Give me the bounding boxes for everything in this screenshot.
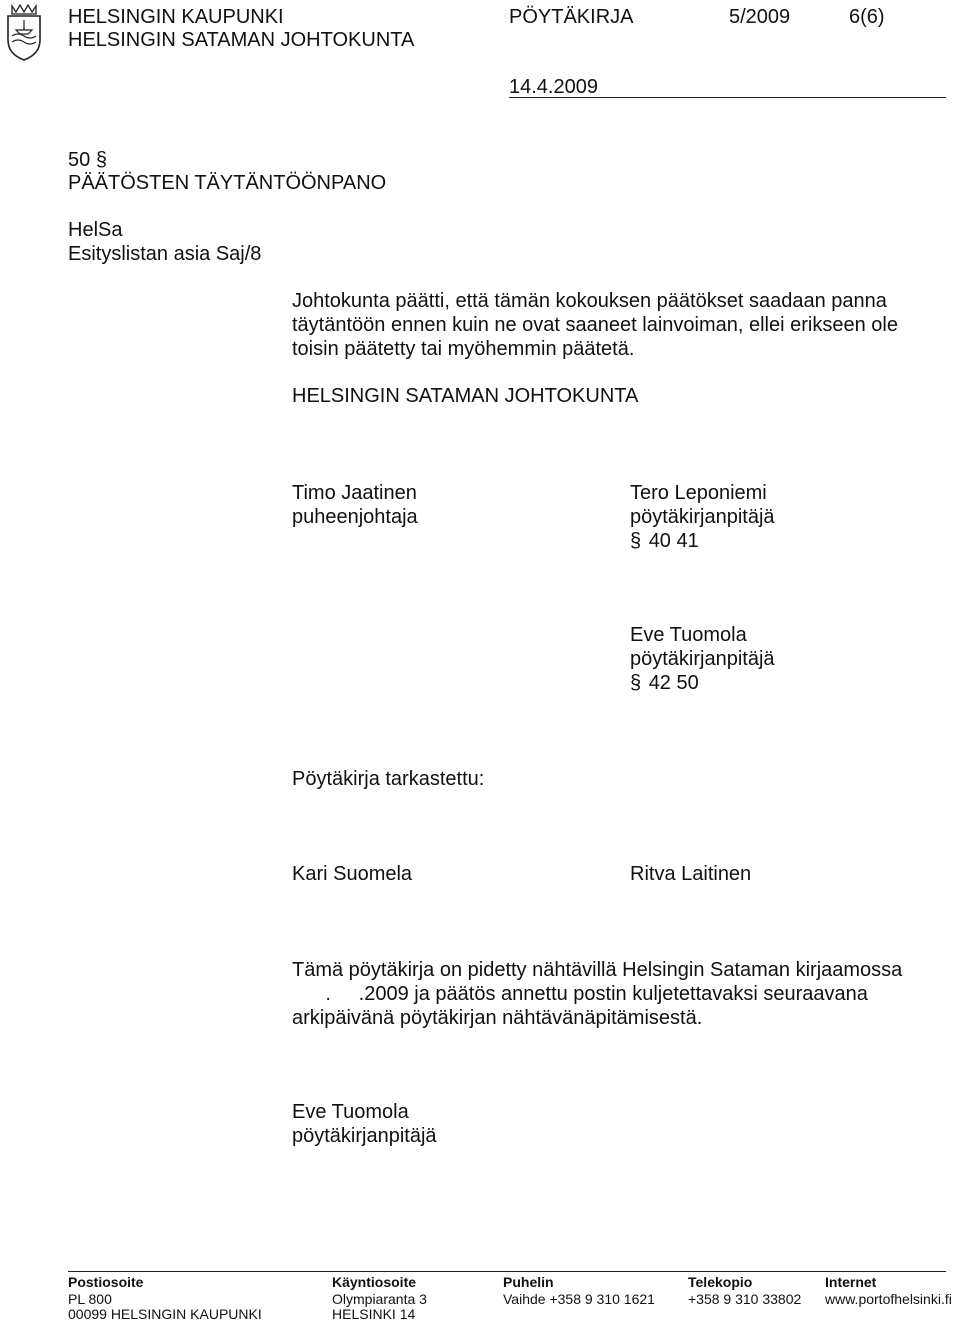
header-rule — [509, 97, 946, 98]
board-name: HELSINGIN SATAMAN JOHTOKUNTA — [68, 29, 415, 51]
chair-name: Timo Jaatinen — [292, 482, 417, 504]
page-number: 6(6) — [849, 6, 885, 28]
footer-visit-line2: HELSINKI 14 — [332, 1306, 416, 1322]
document-number: 5/2009 — [729, 6, 791, 28]
notice-line-3: arkipäivänä pöytäkirjan nähtävänäpitämisestä. — [292, 1007, 703, 1029]
org-name: HELSINGIN KAUPUNKI — [68, 6, 284, 28]
decision-line-1: Johtokunta päätti, että tämän kokouksen päätökset saadaan panna — [292, 290, 887, 312]
review-label: Pöytäkirja tarkastettu: — [292, 768, 485, 790]
agenda-reference: Esityslistan asia Saj/8 — [68, 243, 262, 265]
section-sign: § — [630, 672, 642, 694]
footer-phone-line1: Vaihde +358 9 310 1621 — [503, 1291, 655, 1307]
footer-postal-line1: PL 800 — [68, 1291, 112, 1307]
secretary1-name: Tero Leponiemi — [630, 482, 767, 504]
footer-visit-label: Käyntiosoite — [332, 1274, 417, 1290]
section-title: PÄÄTÖSTEN TÄYTÄNTÖÖNPANO — [68, 172, 387, 194]
secretary1-role: pöytäkirjanpitäjä — [630, 506, 775, 528]
footer-web-link[interactable]: www.portofhelsinki.fi — [825, 1291, 952, 1307]
document-type: PÖYTÄKIRJA — [509, 6, 634, 28]
reviewer1-name: Kari Suomela — [292, 863, 413, 885]
section-number — [68, 148, 109, 172]
meeting-date: 14.4.2009 — [509, 76, 598, 98]
footer-visit-line1: Olympiaranta 3 — [332, 1291, 427, 1307]
footer-phone-label: Puhelin — [503, 1274, 554, 1290]
secretary1-sections-value: 40 41 — [648, 530, 699, 552]
reviewer2-name: Ritva Laitinen — [630, 863, 752, 885]
notice-signer-name: Eve Tuomola — [292, 1101, 409, 1123]
footer-fax-line1: +358 9 310 33802 — [688, 1291, 802, 1307]
footer-fax-label: Telekopio — [688, 1274, 753, 1290]
section-number-value: 50 — [68, 149, 91, 171]
decision-line-3: toisin päätetty tai myöhemmin päätetä. — [292, 338, 635, 360]
secretary1-sections — [630, 529, 699, 553]
section-sign: § — [630, 530, 642, 552]
chair-role: puheenjohtaja — [292, 506, 418, 528]
footer-rule — [68, 1271, 946, 1272]
helsinki-crest-logo — [2, 0, 46, 62]
notice-line-1: Tämä pöytäkirja on pidetty nähtävillä Helsingin Sataman kirjaamossa — [292, 959, 903, 981]
notice-line-2: . .2009 ja päätös annettu postin kuljetettavaksi seuraavana — [292, 983, 868, 1005]
footer-postal-line2: 00099 HELSINGIN KAUPUNKI — [68, 1306, 262, 1322]
section-sign: § — [95, 149, 107, 171]
footer-postal-label: Postiosoite — [68, 1274, 144, 1290]
board-signature-heading: HELSINGIN SATAMAN JOHTOKUNTA — [292, 385, 639, 407]
secretary2-name: Eve Tuomola — [630, 624, 747, 646]
section-org: HelSa — [68, 219, 123, 241]
secretary2-sections-value: 42 50 — [648, 672, 699, 694]
secretary2-sections — [630, 671, 699, 695]
secretary2-role: pöytäkirjanpitäjä — [630, 648, 775, 670]
decision-line-2: täytäntöön ennen kuin ne ovat saaneet lainvoiman, ellei erikseen ole — [292, 314, 898, 336]
footer-web-label: Internet — [825, 1274, 877, 1290]
notice-signer-role: pöytäkirjanpitäjä — [292, 1125, 437, 1147]
